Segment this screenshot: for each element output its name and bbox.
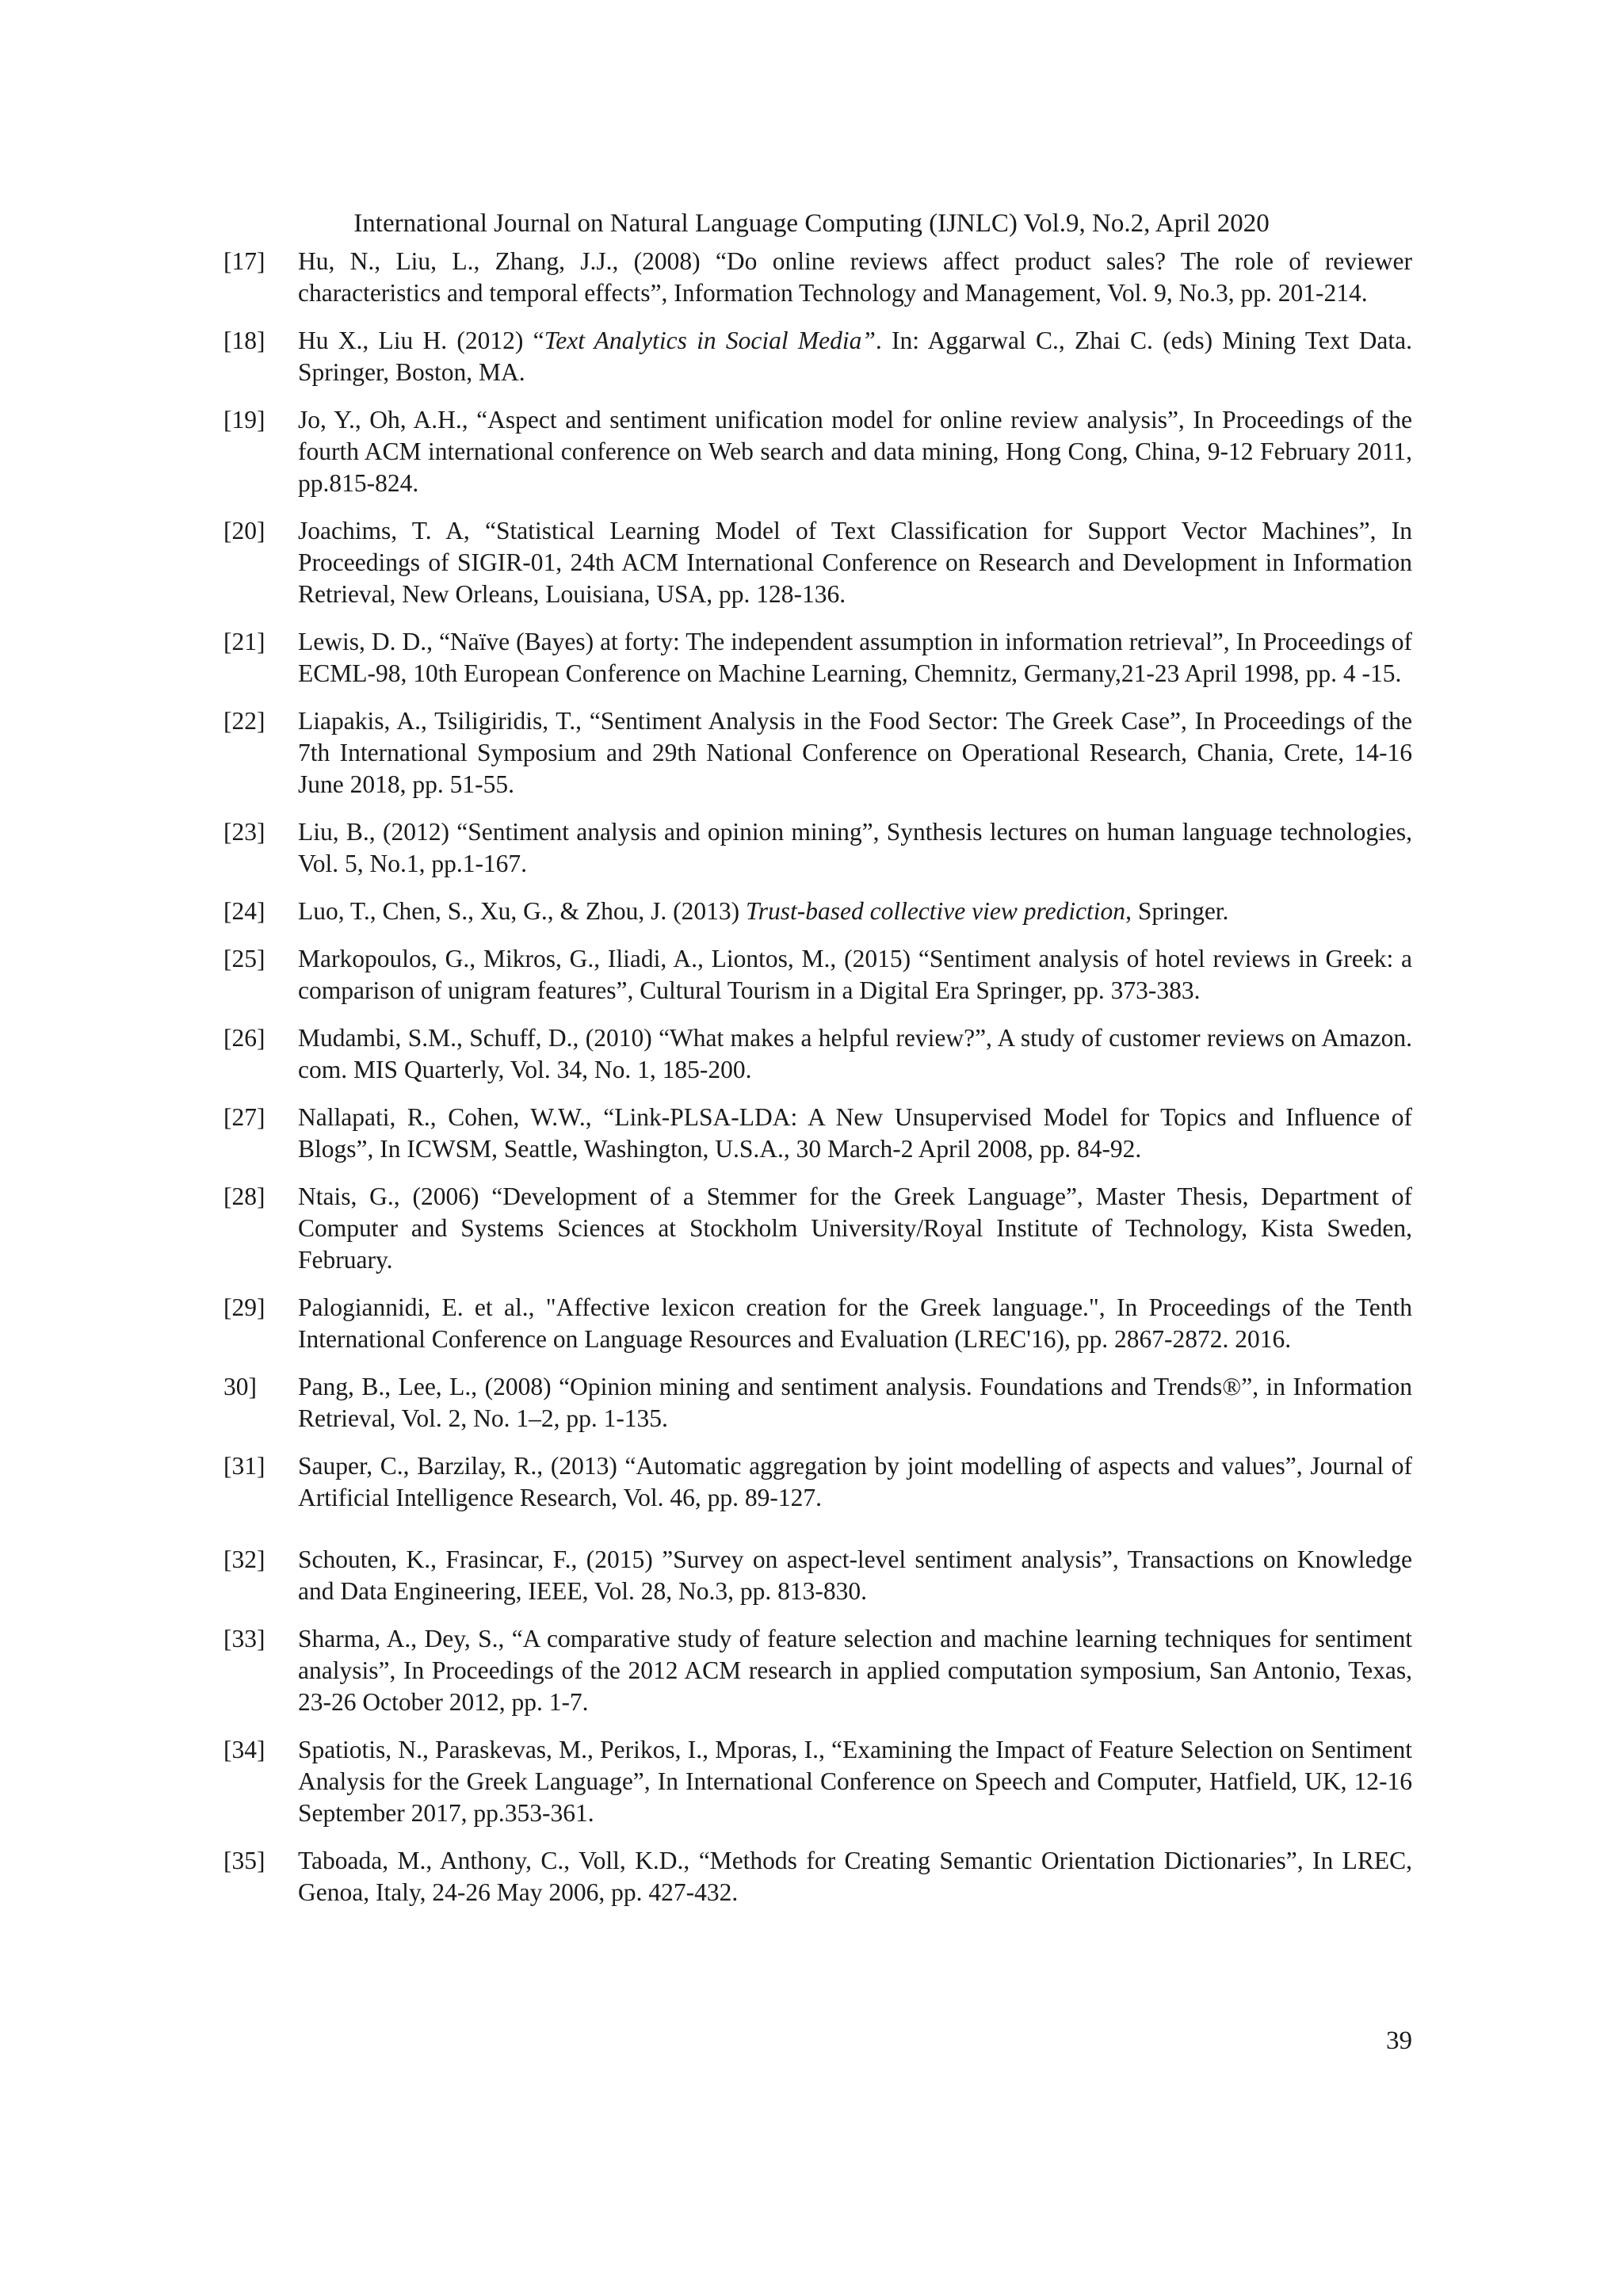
reference-item (223, 1181, 1412, 1276)
reference-number: [22] (223, 707, 265, 735)
reference-item (223, 1734, 1412, 1829)
reference-text: Schouten, K., Frasincar, F., (2015) ”Survey on aspect-level sentiment analysis”, Transactions on Knowledge and Data Engineering, IEEE, Vol. 28, No.3, pp. 813-830. (298, 1545, 1412, 1605)
reference-item (223, 626, 1412, 690)
reference-title-italic: Trust-based collective view prediction (745, 897, 1126, 925)
reference-number: [25] (223, 945, 265, 972)
reference-text: Sharma, A., Dey, S., “A comparative study of feature selection and machine learning techniques for sentiment analysis”, In Proceedings of the 2012 ACM research in applied computation symposium, San Antonio, Texas, 23-26 October 2012, pp. 1-7. (298, 1625, 1412, 1716)
reference-number: 30] (223, 1373, 257, 1400)
reference-number: [34] (223, 1736, 265, 1763)
reference-text: Liu, B., (2012) “Sentiment analysis and opinion mining”, Synthesis lectures on human language technologies, Vol. 5, No.1, pp.1-167. (298, 818, 1412, 877)
reference-text: Joachims, T. A, “Statistical Learning Model of Text Classification for Support Vector Machines”, In Proceedings of SIGIR-01, 24th ACM International Conference on Research and Development in Information Retrieval, New Orleans, Louisiana, USA, pp. 128-136. (298, 517, 1412, 608)
reference-number: [21] (223, 628, 265, 655)
reference-text (298, 325, 1412, 388)
reference-item (223, 1022, 1412, 1086)
reference-number: [24] (223, 897, 265, 925)
reference-number: [33] (223, 1625, 265, 1652)
reference-number: [23] (223, 818, 265, 846)
reference-number: [19] (223, 406, 265, 434)
reference-number: [18] (223, 327, 265, 354)
reference-number: [32] (223, 1545, 265, 1573)
reference-item (223, 1292, 1412, 1355)
reference-item (223, 816, 1412, 880)
reference-item (223, 705, 1412, 800)
reference-text: Lewis, D. D., “Naïve (Bayes) at forty: The independent assumption in information retrieval”, In Proceedings of ECML-98, 10th European Conference on Machine Learning, Chemnitz, Germany,21-23 April 1998, pp. 4 -15. (298, 628, 1412, 687)
reference-text: Pang, B., Lee, L., (2008) “Opinion mining and sentiment analysis. Foundations and Trends®”, in Information Retrieval, Vol. 2, No. 1–2, pp. 1-135. (298, 1373, 1412, 1432)
reference-item (223, 404, 1412, 499)
reference-text: Spatiotis, N., Paraskevas, M., Perikos, I., Mporas, I., “Examining the Impact of Feature Selection on Sentiment Analysis for the Greek Language”, In International Conference on Speech and Computer, Hatfield, UK, 12-16 September 2017, pp.353-361. (298, 1736, 1412, 1827)
reference-text-part: , Springer. (1125, 897, 1229, 925)
reference-item (223, 325, 1412, 388)
reference-text: Nallapati, R., Cohen, W.W., “Link-PLSA-LDA: A New Unsupervised Model for Topics and Influence of Blogs”, In ICWSM, Seattle, Washington, U.S.A., 30 March-2 April 2008, pp. 84-92. (298, 1103, 1412, 1163)
reference-number: [20] (223, 517, 265, 544)
reference-title-italic: Text Analytics in Social Media” (544, 327, 876, 354)
reference-list (223, 246, 1412, 1924)
reference-item (223, 246, 1412, 309)
reference-text-part: Luo, T., Chen, S., Xu, G., & Zhou, J. (2013) (298, 897, 746, 925)
reference-text (298, 896, 1412, 927)
reference-item (223, 943, 1412, 1007)
reference-text: Palogiannidi, E. et al., "Affective lexicon creation for the Greek language.", In Proceedings of the Tenth International Conference on Language Resources and Evaluation (LREC'16), pp. 2867-2872. 2016. (298, 1293, 1412, 1353)
reference-text: Ntais, G., (2006) “Development of a Stemmer for the Greek Language”, Master Thesis, Department of Computer and Systems Sciences at Stockholm University/Royal Institute of Technology, Kista Sweden, February. (298, 1182, 1412, 1274)
reference-text-part: Hu X., Liu H. (2012) “ (298, 327, 544, 354)
reference-item (223, 1845, 1412, 1908)
reference-number: [26] (223, 1024, 265, 1052)
reference-text: Sauper, C., Barzilay, R., (2013) “Automatic aggregation by joint modelling of aspects and values”, Journal of Artificial Intelligence Research, Vol. 46, pp. 89-127. (298, 1452, 1412, 1511)
reference-text: Taboada, M., Anthony, C., Voll, K.D., “Methods for Creating Semantic Orientation Dictionaries”, In LREC, Genoa, Italy, 24-26 May 2006, pp. 427-432. (298, 1847, 1412, 1906)
reference-item (223, 1544, 1412, 1607)
reference-text: Markopoulos, G., Mikros, G., Iliadi, A., Liontos, M., (2015) “Sentiment analysis of hotel reviews in Greek: a comparison of unigram features”, Cultural Tourism in a Digital Era Springer, pp. 373-383. (298, 945, 1412, 1004)
reference-text: Liapakis, A., Tsiligiridis, T., “Sentiment Analysis in the Food Sector: The Greek Case”, In Proceedings of the 7th International Symposium and 29th National Conference on Operational Research, Chania, Crete, 14-16 June 2018, pp. 51-55. (298, 707, 1412, 798)
reference-item (223, 1102, 1412, 1165)
running-header: International Journal on Natural Language Computing (IJNLC) Vol.9, No.2, April 2020 (353, 209, 1270, 238)
reference-number: [27] (223, 1103, 265, 1131)
reference-item (223, 1450, 1412, 1514)
reference-item (223, 896, 1412, 927)
reference-text-part: . In: Aggarwal C., Zhai C. (eds) Mining Text Data. Springer, Boston, MA. (298, 327, 1413, 386)
reference-item (223, 515, 1412, 610)
reference-text: Jo, Y., Oh, A.H., “Aspect and sentiment unification model for online review analysis”, In Proceedings of the fourth ACM international conference on Web search and data mining, Hong Cong, China, 9-12 February 2011, pp.815-824. (298, 406, 1412, 497)
reference-number: [31] (223, 1452, 265, 1480)
reference-number: [29] (223, 1293, 265, 1321)
reference-item (223, 1371, 1412, 1435)
reference-number: [35] (223, 1847, 265, 1874)
reference-text: Mudambi, S.M., Schuff, D., (2010) “What makes a helpful review?”, A study of customer reviews on Amazon. com. MIS Quarterly, Vol. 34, No. 1, 185-200. (298, 1024, 1412, 1083)
reference-item (223, 1623, 1412, 1718)
reference-text: Hu, N., Liu, L., Zhang, J.J., (2008) “Do online reviews affect product sales? The role of reviewer characteristics and temporal effects”, Information Technology and Management, Vol. 9, No.3, pp. 201-214. (298, 247, 1412, 307)
page-number: 39 (1386, 2027, 1412, 2055)
reference-number: [28] (223, 1182, 265, 1210)
reference-number: [17] (223, 247, 265, 275)
